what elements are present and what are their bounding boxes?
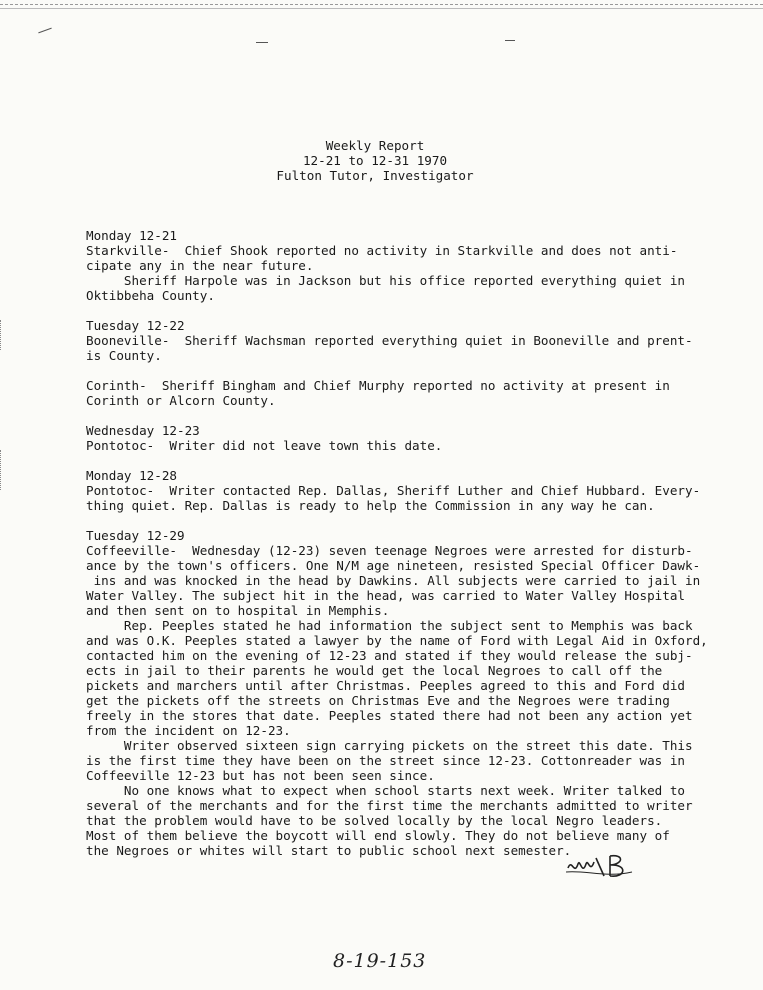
page-edge-mark [0, 450, 3, 490]
page-edge-mark [0, 320, 3, 350]
entry-text-line: Sheriff Harpole was in Jackson but his office reported everything quiet in [86, 273, 685, 288]
entry-text-line: cipate any in the near future. [86, 258, 314, 273]
entry-date: Wednesday 12-23 [86, 423, 200, 438]
report-entry [86, 318, 711, 363]
entry-text-line: and was O.K. Peeples stated a lawyer by the name of Ford with Legal Aid in Oxford, [86, 633, 708, 648]
report-entry [86, 468, 711, 513]
report-entry [86, 423, 711, 453]
entry-text-line: several of the merchants and for the first time the merchants admitted to writer [86, 798, 693, 813]
entry-text-line: Writer observed sixteen sign carrying pickets on the street this date. This [86, 738, 693, 753]
entry-text-line: Rep. Peeples stated he had information the subject sent to Memphis was back [86, 618, 693, 633]
entry-text-line: Oktibbeha County. [86, 288, 215, 303]
entry-text-line: ins and was knocked in the head by Dawkins. All subjects were carried to jail in [86, 573, 701, 588]
entry-text-line: No one knows what to expect when school starts next week. Writer talked to [86, 783, 685, 798]
paragraph-gap [86, 408, 711, 423]
report-body [86, 228, 711, 858]
entry-text-line: and then sent on to hospital in Memphis. [86, 603, 390, 618]
entry-text-line: ects in jail to their parents he would get the local Negroes to call off the [86, 663, 663, 678]
entry-text-line: Corinth- Sheriff Bingham and Chief Murphy reported no activity at present in [86, 378, 670, 393]
entry-date: Tuesday 12-22 [86, 318, 185, 333]
entry-text-line: from the incident on 12-23. [86, 723, 291, 738]
entry-text-line: is County. [86, 348, 162, 363]
handwritten-initials-signature [566, 850, 636, 884]
entry-date: Monday 12-28 [86, 468, 177, 483]
entry-text-line: Pontotoc- Writer did not leave town this date. [86, 438, 443, 453]
document-number: 8-19-153 [333, 950, 427, 972]
entry-text-line: thing quiet. Rep. Dallas is ready to help the Commission in any way he can. [86, 498, 655, 513]
paragraph-gap [86, 303, 711, 318]
entry-text-line: Most of them believe the boycott will end slowly. They do not believe many of [86, 828, 670, 843]
entry-text-line: pickets and marchers until after Christmas. Peeples agreed to this and Ford did [86, 678, 685, 693]
report-entry [86, 378, 711, 408]
page-top-edge [0, 4, 763, 5]
report-entry [86, 228, 711, 303]
entry-text-line: that the problem would have to be solved locally by the local Negro leaders. [86, 813, 663, 828]
entry-text-line: Pontotoc- Writer contacted Rep. Dallas, Sheriff Luther and Chief Hubbard. Every- [86, 483, 701, 498]
entry-text-line: Coffeeville- Wednesday (12-23) seven teenage Negroes were arrested for disturb- [86, 543, 693, 558]
entry-text-line: ance by the town's officers. One N/M age nineteen, resisted Special Officer Dawk- [86, 558, 701, 573]
report-header [240, 138, 510, 183]
page-top-rule [0, 8, 763, 9]
pen-mark [38, 28, 51, 34]
report-author: Fulton Tutor, Investigator [276, 168, 474, 183]
report-title: Weekly Report [325, 138, 425, 153]
entry-text-line: Starkville- Chief Shook reported no activity in Starkville and does not anti- [86, 243, 678, 258]
paragraph-gap [86, 453, 711, 468]
entry-text-line: the Negroes or whites will start to public school next semester. [86, 843, 572, 858]
entry-text-line: Booneville- Sheriff Wachsman reported everything quiet in Booneville and prent- [86, 333, 693, 348]
report-date-range: 12-21 to 12-31 1970 [302, 153, 448, 168]
paragraph-gap [86, 513, 711, 528]
entry-text-line: Water Valley. The subject hit in the head, was carried to Water Valley Hospital [86, 588, 685, 603]
hole-punch-mark [256, 42, 268, 43]
entry-text-line: freely in the stores that date. Peeples stated there had not been any action yet [86, 708, 693, 723]
entry-text-line: Coffeeville 12-23 but has not been seen since. [86, 768, 435, 783]
paragraph-gap [86, 363, 711, 378]
entry-text-line: contacted him on the evening of 12-23 and stated if they would release the subj- [86, 648, 693, 663]
entry-text-line: Corinth or Alcorn County. [86, 393, 276, 408]
report-entry [86, 528, 711, 858]
entry-date: Tuesday 12-29 [86, 528, 185, 543]
entry-text-line: is the first time they have been on the street since 12-23. Cottonreader was in [86, 753, 685, 768]
entry-text-line: get the pickets off the streets on Christmas Eve and the Negroes were trading [86, 693, 670, 708]
entry-date: Monday 12-21 [86, 228, 177, 243]
hole-punch-mark [505, 40, 515, 41]
